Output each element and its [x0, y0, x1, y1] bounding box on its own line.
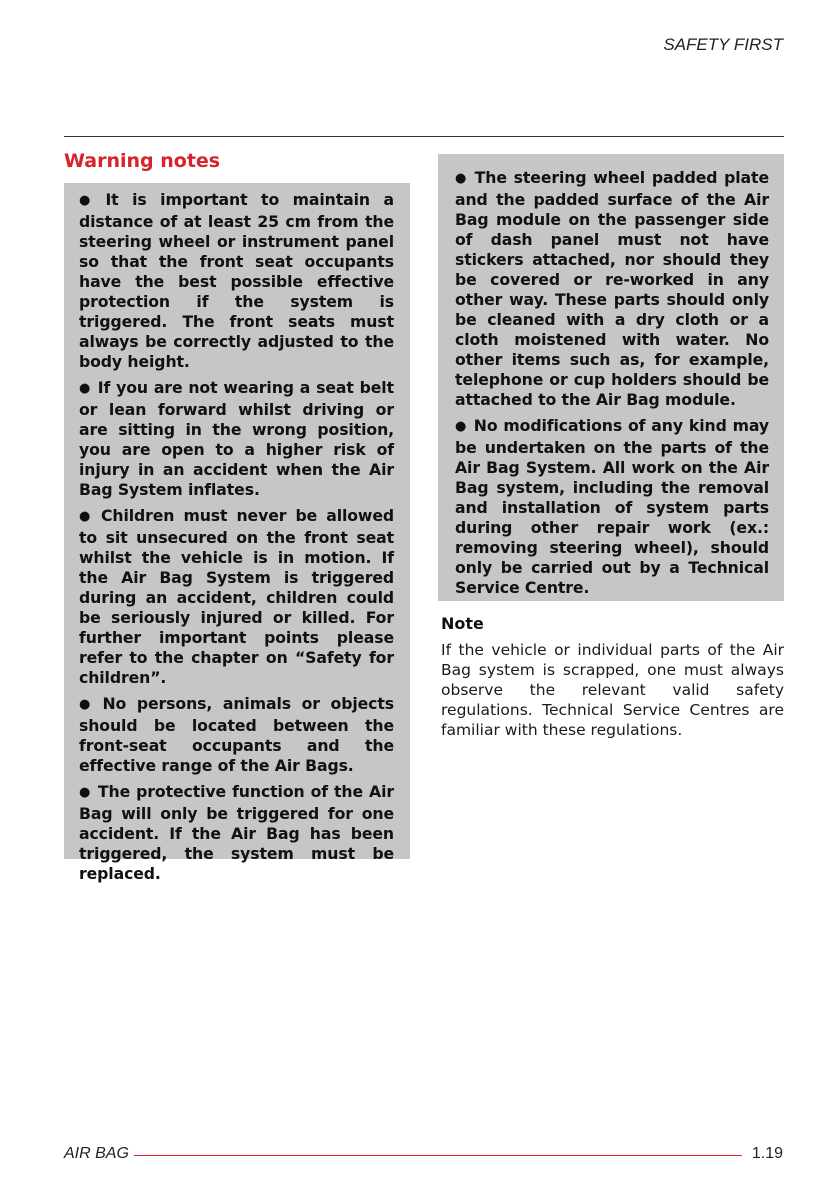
footer-divider — [134, 1155, 742, 1156]
warning-item: ● It is important to maintain a distance of at least 25 cm from the steering wheel or instrument panel so that the front seat occupants have the best possible effective protection if the system is triggered. The front seats must always be correctly adjusted to the body height. — [79, 190, 394, 371]
warning-box-right — [438, 154, 784, 601]
page-number: 1.19 — [751, 1145, 783, 1162]
warning-box-left — [64, 183, 410, 883]
bullet-icon: ● — [79, 697, 96, 712]
note-heading: Note — [441, 614, 484, 633]
bullet-icon: ● — [455, 171, 468, 186]
bullet-icon: ● — [79, 193, 99, 208]
bullet-icon: ● — [455, 419, 467, 434]
warning-item: ● The protective function of the Air Bag will only be triggered for one accident. If the Air Bag has been triggered, the system must be replaced. — [79, 782, 394, 883]
bullet-icon: ● — [79, 509, 94, 524]
note-text: If the vehicle or individual parts of the Air Bag system is scrapped, one must always observe the relevant valid safety regulations. Technical Service Centres are familiar with these regulations. — [441, 641, 784, 739]
page-header-title: SAFETY FIRST — [663, 35, 783, 54]
warning-item: ● The steering wheel padded plate and the padded surface of the Air Bag module on the passenger side of dash panel must not have stickers attached, nor should they be covered or re-worked in any other way. These parts should only be cleaned with a dry cloth or a cloth moistened with water. No other items such as, for example, telephone or cup holders should be attached to the Air Bag module. — [455, 168, 769, 409]
warning-item: ● If you are not wearing a seat belt or lean forward whilst driving or are sitting in the wrong position, you are open to a higher risk of injury in an accident when the Air Bag System inflates. — [79, 378, 394, 499]
warning-notes-title: Warning notes — [64, 150, 221, 172]
header-divider — [64, 136, 784, 137]
warning-item: ● Children must never be allowed to sit unsecured on the front seat whilst the vehicle is in motion. If the Air Bag System is triggered during an accident, children could be seriously injured or killed. For further important points please refer to the chapter on “Safety for children”. — [79, 506, 394, 687]
warning-item: ● No modifications of any kind may be undertaken on the parts of the Air Bag System. All work on the Air Bag system, including the removal and installation of system parts during other repair work (ex.: removing steering wheel), should only be carried out by a Technical Service Centre. — [455, 416, 769, 597]
bullet-icon: ● — [79, 381, 91, 396]
bullet-icon: ● — [79, 785, 91, 800]
footer-section-label: AIR BAG — [64, 1145, 129, 1162]
warning-item: ● No persons, animals or objects should be located between the front-seat occupants and the effective range of the Air Bags. — [79, 694, 394, 775]
